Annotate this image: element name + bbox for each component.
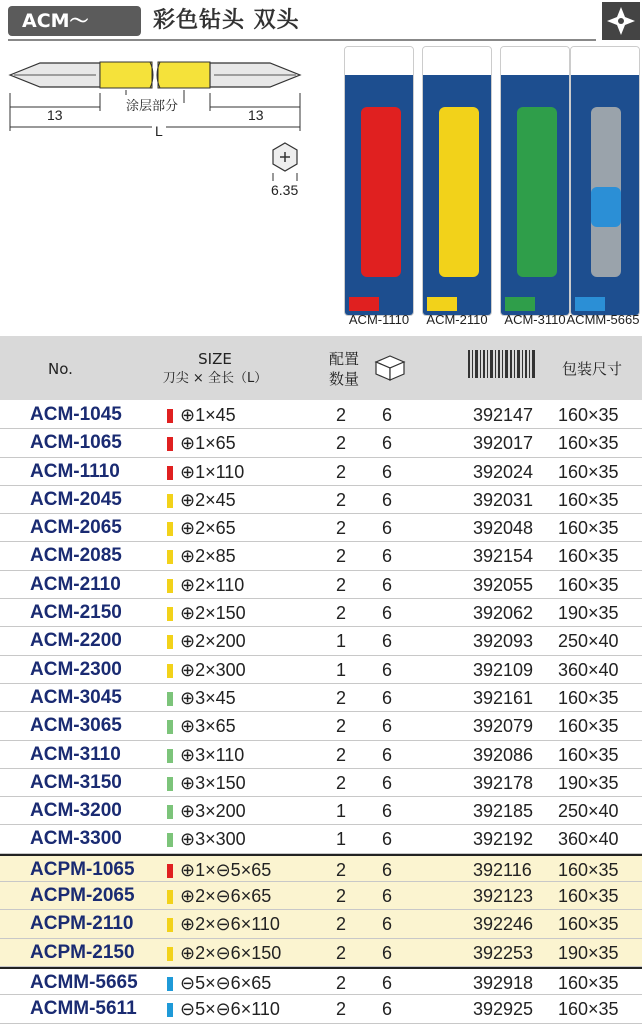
product-number: ACM-1065: [30, 432, 122, 454]
box-value: 6: [382, 433, 393, 454]
table-row: [0, 882, 642, 910]
jan-code: 392062: [473, 603, 534, 624]
product-package: [500, 46, 570, 316]
package-size: 160×35: [558, 716, 619, 737]
box-value: 6: [382, 914, 393, 935]
package-size: 190×35: [558, 942, 619, 963]
qty-value: 2: [336, 489, 347, 510]
jan-code: 392147: [473, 405, 534, 425]
box-value: 6: [382, 603, 393, 624]
qty-value: 2: [336, 972, 347, 993]
product-number: ACPM-2150: [30, 941, 135, 963]
box-value: 6: [382, 886, 393, 907]
box-value: 6: [382, 772, 393, 793]
qty-value: 1: [336, 801, 347, 822]
size-value: ⊖5×⊖6×65: [180, 972, 272, 993]
header-no: No.: [48, 360, 73, 378]
color-swatch: [167, 749, 173, 763]
package-size: 160×35: [558, 999, 619, 1020]
box-value: 6: [382, 461, 393, 482]
qty-value: 2: [336, 886, 347, 907]
table-row: [0, 825, 642, 853]
bit-dimension-diagram: [0, 45, 335, 245]
package-size: 160×35: [558, 886, 619, 907]
jan-code: 392123: [473, 886, 534, 907]
jan-code: 392925: [473, 999, 534, 1020]
box-value: 6: [382, 859, 393, 880]
color-swatch: [167, 833, 173, 847]
product-number: ACM-2200: [30, 630, 122, 652]
product-number: ACM-3200: [30, 800, 122, 822]
color-swatch: [167, 864, 173, 878]
jan-code: 392192: [473, 829, 534, 850]
box-value: 6: [382, 999, 393, 1020]
table-row: [0, 684, 642, 712]
qty-value: 2: [336, 433, 347, 454]
color-swatch: [167, 635, 173, 649]
size-value: ⊕1×110: [180, 461, 245, 482]
product-number: ACM-2300: [30, 658, 122, 680]
product-number: ACM-1045: [30, 404, 122, 425]
size-value: ⊕3×200: [180, 801, 246, 822]
jan-code: 392086: [473, 744, 534, 765]
product-number: ACPM-2110: [30, 913, 134, 935]
package-size: 160×35: [558, 433, 619, 454]
package-size: 160×35: [558, 687, 619, 708]
size-value: ⊕2×65: [180, 518, 236, 539]
table-row: [0, 458, 642, 486]
color-swatch: [167, 777, 173, 791]
jan-code: 392116: [473, 859, 532, 880]
size-value: ⊕2×⊖6×65: [180, 886, 272, 907]
qty-value: 2: [336, 405, 347, 425]
table-row: [0, 429, 642, 457]
box-value: 6: [382, 942, 393, 963]
header-size: SIZE: [198, 350, 232, 368]
jan-code: 392055: [473, 574, 534, 595]
coating-label: 涂层部分: [124, 95, 180, 114]
jan-code: 392178: [473, 772, 534, 793]
qty-value: 1: [336, 829, 347, 850]
product-number: ACM-2110: [30, 573, 121, 595]
page-title: 彩色钻头 双头: [153, 8, 300, 33]
jan-code: 392185: [473, 801, 534, 822]
package-size: 160×35: [558, 859, 619, 880]
box-value: 6: [382, 829, 393, 850]
jan-code: 392253: [473, 942, 534, 963]
table-row: [0, 656, 642, 684]
table-row: [0, 712, 642, 740]
qty-value: 2: [336, 999, 347, 1020]
product-caption: ACMM-5665: [566, 312, 640, 327]
box-value: 6: [382, 631, 393, 652]
color-swatch: [167, 607, 173, 621]
product-number: ACM-1110: [30, 460, 120, 482]
bit-logo-icon: [602, 2, 640, 40]
product-caption: ACM-2110: [426, 312, 488, 327]
table-row: [0, 514, 642, 542]
box-value: 6: [382, 687, 393, 708]
color-swatch: [167, 522, 173, 536]
size-value: ⊕2×300: [180, 659, 246, 680]
size-value: ⊕3×110: [180, 744, 245, 765]
box-value: 6: [382, 546, 393, 567]
dim-right-label: 13: [248, 107, 264, 123]
product-caption: ACM-1110: [348, 312, 410, 327]
box-value: 6: [382, 489, 393, 510]
size-value: ⊕3×300: [180, 829, 246, 850]
package-size: 160×35: [558, 972, 619, 993]
jan-code: 392017: [473, 433, 534, 454]
header-pkg: 包装尺寸: [562, 360, 623, 378]
package-size: 360×40: [558, 829, 619, 850]
color-swatch: [167, 692, 173, 706]
box-value: 6: [382, 518, 393, 539]
color-swatch: [167, 977, 173, 991]
size-value: ⊕2×85: [180, 546, 236, 567]
table-row: [0, 486, 642, 514]
package-size: 160×35: [558, 489, 619, 510]
table-row: [0, 542, 642, 570]
qty-value: 2: [336, 716, 347, 737]
color-swatch: [167, 437, 173, 451]
product-number: ACMM-5665: [30, 971, 138, 993]
size-value: ⊖5×⊖6×110: [180, 999, 280, 1020]
product-package: [570, 46, 640, 316]
header-qty-sub: 数量: [328, 370, 359, 388]
size-value: ⊕1×⊖5×65: [180, 859, 272, 880]
package-size: 250×40: [558, 631, 619, 652]
package-size: 160×35: [558, 405, 619, 425]
table-header: [0, 336, 642, 400]
table-row: [0, 967, 642, 995]
product-number: ACM-3045: [30, 686, 122, 708]
barcode-icon: [468, 350, 538, 388]
product-caption: ACM-3110: [504, 312, 566, 327]
color-swatch: [167, 494, 173, 508]
size-value: ⊕3×65: [180, 716, 236, 737]
qty-value: 2: [336, 772, 347, 793]
product-number: ACM-2085: [30, 545, 122, 567]
qty-value: 2: [336, 744, 347, 765]
jan-code: 392048: [473, 518, 534, 539]
table-row: [0, 797, 642, 825]
jan-code: 392093: [473, 631, 534, 652]
color-swatch: [167, 947, 173, 961]
size-value: ⊕2×110: [180, 574, 245, 595]
box-value: 6: [382, 972, 393, 993]
color-swatch: [167, 1003, 173, 1017]
product-number: ACPM-1065: [30, 858, 135, 880]
qty-value: 1: [336, 659, 347, 680]
package-size: 160×35: [558, 744, 619, 765]
hex-size-label: 6.35: [271, 182, 299, 198]
series-tab: ACM～: [8, 6, 141, 36]
qty-value: 1: [336, 631, 347, 652]
product-number: ACM-2065: [30, 517, 122, 539]
table-row: [0, 401, 642, 429]
qty-value: 2: [336, 518, 347, 539]
size-value: ⊕3×150: [180, 772, 246, 793]
jan-code: 392246: [473, 914, 534, 935]
qty-value: 2: [336, 942, 347, 963]
table-row: [0, 571, 642, 599]
box-value: 6: [382, 744, 393, 765]
product-number: ACPM-2065: [30, 885, 135, 907]
box-value: 6: [382, 659, 393, 680]
size-value: ⊕3×45: [180, 687, 236, 708]
product-package: [344, 46, 414, 316]
color-swatch: [167, 664, 173, 678]
page-header: [0, 0, 642, 42]
box-value: 6: [382, 574, 393, 595]
color-swatch: [167, 579, 173, 593]
product-number: ACM-3065: [30, 715, 122, 737]
product-photos: [338, 42, 642, 332]
table-row: [0, 995, 642, 1023]
package-size: 190×35: [558, 603, 619, 624]
qty-value: 2: [336, 461, 347, 482]
jan-code: 392079: [473, 716, 534, 737]
box-icon: [372, 352, 408, 386]
product-number: ACM-3150: [30, 771, 122, 793]
qty-value: 2: [336, 546, 347, 567]
size-value: ⊕2×⊖6×110: [180, 914, 280, 935]
product-number: ACM-3300: [30, 828, 122, 850]
header-qty: 配置: [328, 350, 359, 368]
package-size: 160×35: [558, 546, 619, 567]
product-number: ACM-2045: [30, 488, 122, 510]
qty-value: 2: [336, 687, 347, 708]
dim-left-label: 13: [47, 107, 63, 123]
color-swatch: [167, 720, 173, 734]
jan-code: 392918: [473, 972, 534, 993]
package-size: 250×40: [558, 801, 619, 822]
color-swatch: [167, 409, 173, 423]
jan-code: 392031: [473, 489, 534, 510]
table-row: [0, 939, 642, 967]
box-value: 6: [382, 405, 393, 425]
color-swatch: [167, 890, 173, 904]
size-value: ⊕2×⊖6×150: [180, 942, 282, 963]
package-size: 160×35: [558, 914, 619, 935]
package-size: 160×35: [558, 518, 619, 539]
package-size: 360×40: [558, 659, 619, 680]
product-number: ACM-3110: [30, 743, 121, 765]
header-size-sub: 刀尖 × 全长（L）: [162, 371, 268, 386]
qty-value: 2: [336, 914, 347, 935]
box-value: 6: [382, 801, 393, 822]
jan-code: 392024: [473, 461, 534, 482]
jan-code: 392161: [473, 687, 534, 708]
size-value: ⊕2×200: [180, 631, 246, 652]
package-size: 190×35: [558, 772, 619, 793]
product-table: [0, 401, 642, 1024]
jan-code: 392109: [473, 659, 534, 680]
box-value: 6: [382, 716, 393, 737]
color-swatch: [167, 805, 173, 819]
table-row: [0, 599, 642, 627]
color-swatch: [167, 466, 173, 480]
product-package: [422, 46, 492, 316]
package-size: 160×35: [558, 574, 619, 595]
size-value: ⊕2×45: [180, 489, 236, 510]
table-row: [0, 741, 642, 769]
color-swatch: [167, 550, 173, 564]
product-number: ACMM-5611: [30, 998, 137, 1020]
qty-value: 2: [336, 574, 347, 595]
table-row: [0, 854, 642, 882]
size-value: ⊕2×150: [180, 603, 246, 624]
table-row: [0, 910, 642, 938]
table-row: [0, 769, 642, 797]
color-swatch: [167, 918, 173, 932]
qty-value: 2: [336, 859, 347, 880]
dim-total-label: L: [152, 123, 166, 139]
jan-code: 392154: [473, 546, 534, 567]
table-row: [0, 627, 642, 655]
qty-value: 2: [336, 603, 347, 624]
size-value: ⊕1×65: [180, 433, 236, 454]
size-value: ⊕1×45: [180, 405, 236, 425]
product-number: ACM-2150: [30, 602, 122, 624]
header-divider: [8, 39, 596, 41]
package-size: 160×35: [558, 461, 619, 482]
